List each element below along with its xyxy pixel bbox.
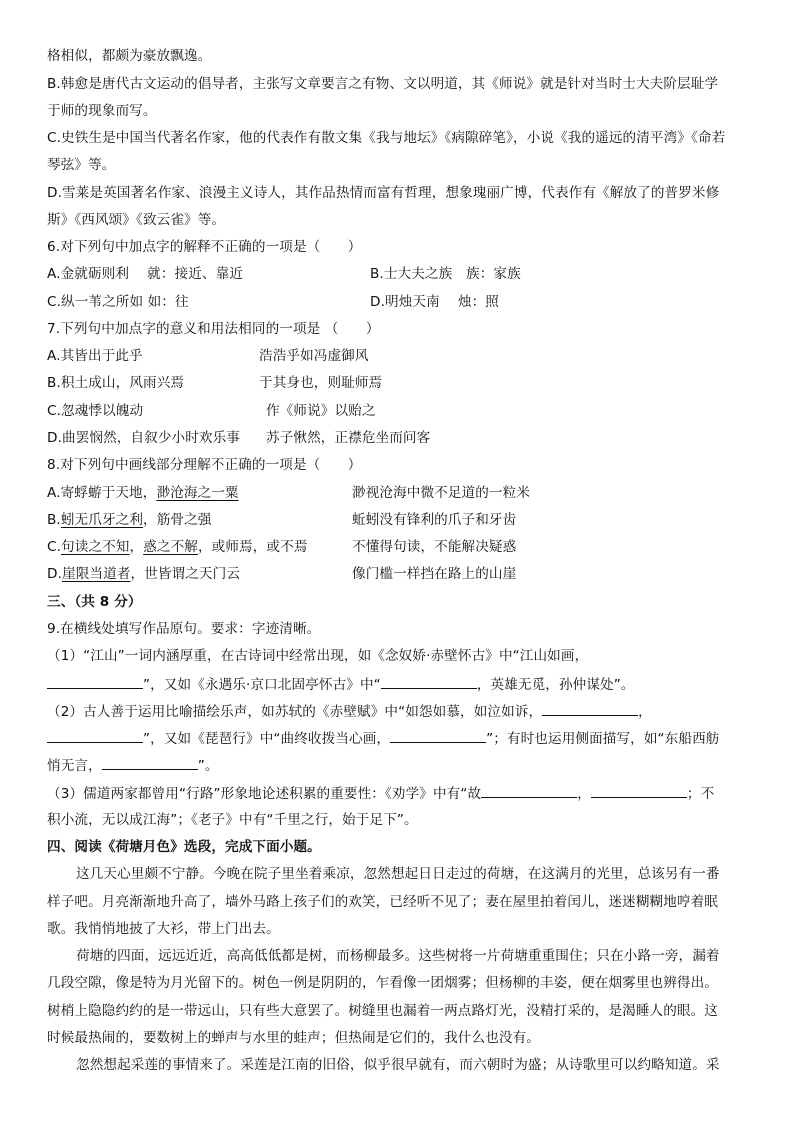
q6-option-a-text: A.金就砺则利 就：接近、靠近	[47, 266, 244, 282]
q8-option-c	[47, 537, 517, 557]
q8-c-separator: ，	[129, 539, 144, 555]
question-8-stem: 8.对下列句中画线部分理解不正确的一项是（ ）	[47, 457, 362, 473]
q9-text: （3）儒道两家都曾用“行路”形象地论述积累的重要性：《劝学》中有“故	[47, 786, 482, 802]
q8-d-explanation: 像门槛一样挡在路上的山崖	[352, 566, 517, 582]
q8-d-underlined: 崖限当道者	[62, 566, 131, 582]
q8-c-prefix: C.	[47, 539, 62, 555]
answer-blank[interactable]	[47, 728, 143, 743]
passage-line: 几段空隙，像是特为月光留下的。树色一例是阴阴的，乍看像一团烟雾；但杨柳的丰姿，便在烟雾里也辨得出。	[47, 975, 718, 991]
text-line: 斯》《西风颂》《致云雀》等。	[47, 212, 226, 228]
q9-part-2-line-3	[47, 755, 219, 776]
q6-option-b-text: B.士大夫之族 族：家族	[370, 266, 521, 282]
q8-c-underlined-2: 惑之不解	[143, 539, 198, 555]
q9-text: ”，又如《永遇乐·京口北固亭怀古》中“	[143, 677, 381, 693]
q8-d-suffix: ，世皆谓之天门云	[130, 566, 241, 582]
q7-option-d	[47, 428, 431, 448]
q8-b-prefix: B.	[47, 512, 61, 528]
q8-a-explanation: 渺视沧海中微不足道的一粒米	[352, 485, 531, 501]
q6-option-a	[47, 264, 521, 284]
q9-part-1-line-2	[47, 674, 635, 695]
answer-blank[interactable]	[381, 674, 477, 689]
q8-a-underlined: 渺沧海之一粟	[156, 485, 239, 501]
q9-part-3	[47, 783, 714, 804]
q9-text: ，英雄无觅，孙仲谋处”。	[476, 677, 635, 693]
question-9-stem: 9.在横线处填写作品原句。要求：字迹清晰。	[47, 621, 321, 637]
passage-line: 这几天心里颇不宁静。今晚在院子里坐着乘凉，忽然想起日日走过的荷塘，在这满月的光里，总该另有一番	[76, 866, 720, 882]
answer-blank[interactable]	[47, 674, 143, 689]
text-line: 于师的现象而写。	[47, 103, 157, 119]
answer-blank[interactable]	[591, 783, 687, 798]
q9-text: 悄无言，	[47, 758, 102, 774]
answer-blank[interactable]	[481, 783, 577, 798]
q8-a-prefix: A.寄蜉蝣于天地，	[47, 485, 157, 501]
q9-text: ”；有时也运用侧面描写，如“东船西舫	[486, 731, 720, 747]
q7-option-b	[47, 373, 383, 393]
q8-c-suffix: ，或师焉，或不焉	[197, 539, 308, 555]
text-line: 琴弦》等。	[47, 157, 116, 173]
q8-option-b	[47, 510, 517, 530]
q8-c-explanation: 不懂得句读，不能解决疑惑	[352, 539, 517, 555]
q9-part-3-line-2: 积小流，无以成江海”；《老子》中有“千里之行，始于足下”。	[47, 812, 418, 828]
q9-text: ”，又如《琵琶行》中“曲终收拨当心画，	[143, 731, 391, 747]
q7-c-sentence-1: C.忽魂悸以魄动	[47, 403, 144, 419]
q9-text: ，	[577, 786, 591, 802]
q7-b-sentence-1: B.积土成山，风雨兴焉	[47, 375, 185, 391]
answer-blank[interactable]	[102, 755, 198, 770]
q6-option-c-text: C.纵一苇之所如 如：往	[47, 294, 189, 310]
q8-b-suffix: ，筋骨之强	[143, 512, 212, 528]
q9-text: ；不	[686, 786, 715, 802]
q7-c-sentence-2: 作《师说》以贻之	[266, 403, 376, 419]
q8-option-d	[47, 564, 517, 584]
q8-d-prefix: D.	[47, 566, 62, 582]
question-6-stem: 6.对下列句中加点字的解释不正确的一项是（ ）	[47, 239, 362, 255]
q9-text: （2）古人善于运用比喻描绘乐声，如苏轼的《赤壁赋》中“如怨如慕，如泣如诉，	[47, 704, 543, 720]
text-line: 格相似，都颇为豪放飘逸。	[47, 48, 212, 64]
q7-option-a	[47, 346, 369, 366]
passage-line: 荷塘的四面，远远近近，高高低低都是树，而杨柳最多。这些树将一片荷塘重重围住；只在小路一旁，漏着	[76, 948, 720, 964]
option-c-text: C.史铁生是中国当代著名作家，他的代表作有散文集《我与地坛》《病隙碎笔》，小说《我的遥远的清平湾》《命若	[47, 130, 726, 146]
q7-b-sentence-2: 于其身也，则耻师焉	[259, 375, 383, 391]
q8-b-underlined: 蚓无爪牙之利	[60, 512, 144, 528]
q8-b-explanation: 蚯蚓没有锋利的爪子和牙齿	[352, 512, 517, 528]
section-3-heading: 三、（共 8 分）	[47, 594, 142, 610]
q6-option-c	[47, 292, 499, 312]
question-7-stem: 7.下列句中加点字的意义和用法相同的一项是 （ ）	[47, 321, 380, 337]
section-4-heading: 四、阅读《荷塘月色》选段，完成下面小题。	[47, 839, 321, 855]
option-b-text: B.韩愈是唐代古文运动的倡导者，主张写文章要言之有物、文以明道，其《师说》就是针对当时士大夫阶层耻学	[47, 76, 719, 92]
q7-d-sentence-1: D.曲罢悯然，自叙少小时欢乐事	[47, 430, 241, 446]
q7-a-sentence-1: A.其皆出于此乎	[47, 348, 143, 364]
q8-c-underlined-1: 句读之不知	[61, 539, 130, 555]
q8-option-a	[47, 483, 531, 503]
answer-blank[interactable]	[390, 728, 486, 743]
passage-line: 歌。我悄悄地披了大衫，带上门出去。	[47, 921, 280, 937]
q6-option-d-text: D.明烛天南 烛：照	[370, 294, 499, 310]
q7-a-sentence-2: 浩浩乎如冯虚御风	[259, 348, 369, 364]
answer-blank[interactable]	[542, 701, 638, 716]
q9-part-1: （1）“江山”一词内涵厚重，在古诗词中经常出现，如《念奴娇·赤壁怀古》中“江山如画，	[47, 648, 589, 664]
q9-text: ”。	[197, 758, 219, 774]
passage-line: 时候最热闹的，要数树上的蝉声与水里的蛙声；但热闹是它们的，我什么也没有。	[47, 1030, 540, 1046]
passage-line: 忽然想起采莲的事情来了。采莲是江南的旧俗，似乎很早就有，而六朝时为盛；从诗歌里可以约略知道。采	[76, 1057, 720, 1073]
q9-part-2	[47, 701, 652, 722]
option-d-text: D.雪莱是英国著名作家、浪漫主义诗人，其作品热情而富有哲理，想象瑰丽广博，代表作有《解放了的普罗米修	[47, 185, 720, 201]
q7-option-c	[47, 401, 376, 421]
q9-part-2-line-2	[47, 728, 719, 749]
passage-line: 树梢上隐隐约约的是一带远山，只有些大意罢了。树缝里也漏着一两点路灯光，没精打采的，是渴睡人的眼。这	[47, 1003, 718, 1019]
q9-text: ，	[638, 704, 652, 720]
passage-line: 样子吧。月亮渐渐地升高了，墙外马路上孩子们的欢笑，已经听不见了；妻在屋里拍着闰儿，迷迷糊糊地哼着眠	[47, 894, 718, 910]
q7-d-sentence-2: 苏子愀然，正襟危坐而问客	[266, 430, 431, 446]
